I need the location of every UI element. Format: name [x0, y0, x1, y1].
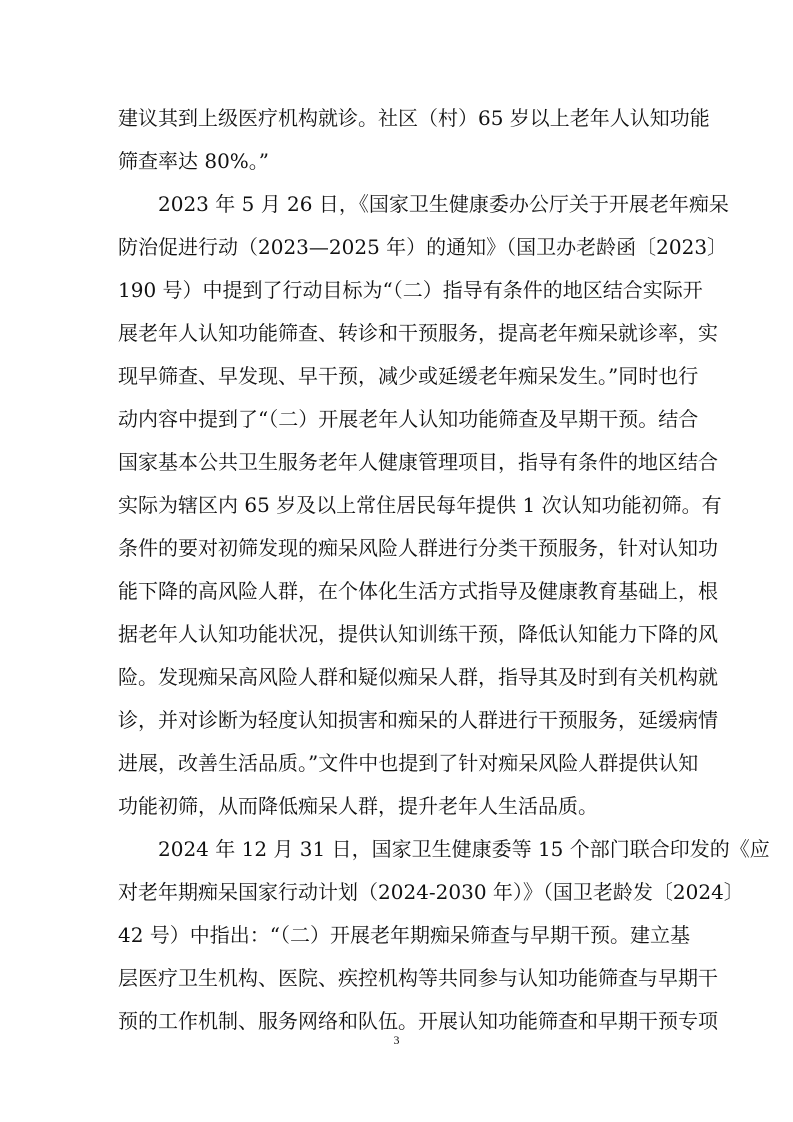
text-line-15: 诊，并对诊断为轻度认知损害和痴呆的人群进行干预服务，延缓病情: [118, 708, 718, 732]
text-line-1: 建议其到上级医疗机构就诊。社区（村）65 岁以上老年人认知功能: [118, 106, 710, 130]
text-line-7: 现早筛查、早发现、早干预，减少或延缓老年痴呆发生。”同时也行: [118, 364, 699, 388]
text-line-18: 2024 年 12 月 31 日，国家卫生健康委等 15 个部门联合印发的《应: [158, 837, 770, 861]
text-line-19: 对老年期痴呆国家行动计划（2024-2030 年）》（国卫老龄发〔2024〕: [118, 880, 744, 904]
text-line-3: 2023 年 5 月 26 日，《国家卫生健康委办公厅关于开展老年痴呆: [158, 192, 729, 216]
text-line-12: 能下降的高风险人群，在个体化生活方式指导及健康教育基础上，根: [118, 579, 718, 603]
text-line-4: 防治促进行动（2023—2025 年）的通知》（国卫办老龄函〔2023〕: [118, 235, 728, 259]
text-line-9: 国家基本公共卫生服务老年人健康管理项目，指导有条件的地区结合: [118, 450, 718, 474]
text-line-17: 功能初筛，从而降低痴呆人群，提升老年人生活品质。: [118, 794, 598, 818]
text-line-11: 条件的要对初筛发现的痴呆风险人群进行分类干预服务，针对认知功: [118, 536, 718, 560]
text-line-13: 据老年人认知功能状况，提供认知训练干预，降低认知能力下降的风: [118, 622, 718, 646]
text-line-16: 进展，改善生活品质。”文件中也提到了针对痴呆风险人群提供认知: [118, 751, 699, 775]
text-line-6: 展老年人认知功能筛查、转诊和干预服务，提高老年痴呆就诊率，实: [118, 321, 718, 345]
text-line-21: 层医疗卫生机构、医院、疾控机构等共同参与认知功能筛查与早期干: [118, 966, 718, 990]
text-line-8: 动内容中提到了“（二）开展老年人认知功能筛查及早期干预。结合: [118, 407, 699, 431]
text-line-10: 实际为辖区内 65 岁及以上常住居民每年提供 1 次认知功能初筛。有: [118, 493, 722, 517]
text-line-2: 筛查率达 80%。”: [118, 149, 270, 173]
text-line-5: 190 号）中提到了行动目标为“（二）指导有条件的地区结合实际开: [118, 278, 703, 302]
text-line-20: 42 号）中指出：“（二）开展老年期痴呆筛查与早期干预。建立基: [118, 923, 691, 947]
text-line-22: 预的工作机制、服务网络和队伍。开展认知功能筛查和早期干预专项: [118, 1009, 718, 1033]
text-line-14: 险。发现痴呆高风险人群和疑似痴呆人群，指导其及时到有关机构就: [118, 665, 718, 689]
page-number: 3: [393, 1033, 400, 1047]
